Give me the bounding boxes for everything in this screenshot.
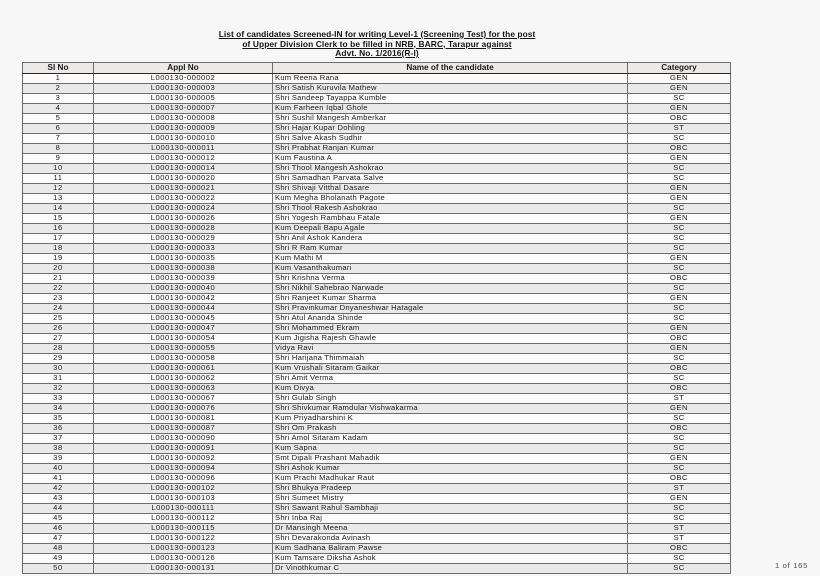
cell-name: Shri R Ram Kumar bbox=[273, 243, 628, 253]
cell-sl-no: 38 bbox=[23, 443, 94, 453]
cell-name: Shri Devarakonda Avinash bbox=[273, 533, 628, 543]
cell-sl-no: 27 bbox=[23, 333, 94, 343]
cell-name: Shri Bhukya Pradeep bbox=[273, 483, 628, 493]
page-indicator: 1 of 165 bbox=[774, 561, 808, 570]
cell-appl-no: L000130-000010 bbox=[94, 133, 273, 143]
cell-appl-no: L000130-000126 bbox=[94, 553, 273, 563]
cell-sl-no: 18 bbox=[23, 243, 94, 253]
cell-category: SC bbox=[628, 313, 731, 323]
cell-name: Shri Prabhat Ranjan Kumar bbox=[273, 143, 628, 153]
cell-name: Kum Vasanthakumari bbox=[273, 263, 628, 273]
table-row bbox=[23, 213, 731, 223]
cell-name: Kum Tamsare Diksha Ashok bbox=[273, 553, 628, 563]
cell-sl-no: 15 bbox=[23, 213, 94, 223]
cell-name: Shri Mohammed Ekram bbox=[273, 323, 628, 333]
cell-name: Shri Pravinkumar Dnyaneshwar Hatagale bbox=[273, 303, 628, 313]
cell-name: Kum Faustina A bbox=[273, 153, 628, 163]
cell-category: GEN bbox=[628, 253, 731, 263]
cell-name: Shri Nikhil Sahebrao Narwade bbox=[273, 283, 628, 293]
cell-category: SC bbox=[628, 463, 731, 473]
cell-sl-no: 30 bbox=[23, 363, 94, 373]
cell-sl-no: 25 bbox=[23, 313, 94, 323]
cell-name: Shri Shivaji Vitthal Dasare bbox=[273, 183, 628, 193]
cell-sl-no: 14 bbox=[23, 203, 94, 213]
table-row bbox=[23, 153, 731, 163]
cell-sl-no: 36 bbox=[23, 423, 94, 433]
cell-name: Kum Divya bbox=[273, 383, 628, 393]
cell-category: GEN bbox=[628, 323, 731, 333]
cell-sl-no: 2 bbox=[23, 83, 94, 93]
table-row bbox=[23, 143, 731, 153]
cell-name: Shri Satish Kuruvila Mathew bbox=[273, 83, 628, 93]
table-row bbox=[23, 333, 731, 343]
column-header-name: Name of the candidate bbox=[273, 62, 628, 73]
cell-sl-no: 31 bbox=[23, 373, 94, 383]
cell-name: Shri Hajar Kupar Dohling bbox=[273, 123, 628, 133]
table-row bbox=[23, 93, 731, 103]
title-line-3: Advt. No. 1/2016(R-I) bbox=[335, 48, 419, 59]
cell-name: Shri Shivkumar Ramdular Vishwakarma bbox=[273, 403, 628, 413]
cell-appl-no: L000130-000005 bbox=[94, 93, 273, 103]
table-row bbox=[23, 443, 731, 453]
cell-sl-no: 9 bbox=[23, 153, 94, 163]
cell-sl-no: 1 bbox=[23, 73, 94, 83]
cell-sl-no: 44 bbox=[23, 503, 94, 513]
cell-appl-no: L000130-000091 bbox=[94, 443, 273, 453]
table-row bbox=[23, 553, 731, 563]
table-row bbox=[23, 263, 731, 273]
cell-sl-no: 4 bbox=[23, 103, 94, 113]
cell-name: Kum Sadhana Baliram Pawse bbox=[273, 543, 628, 553]
table-row bbox=[23, 423, 731, 433]
cell-appl-no: L000130-000096 bbox=[94, 473, 273, 483]
cell-category: ST bbox=[628, 393, 731, 403]
table-row bbox=[23, 343, 731, 353]
column-header-sl-no: SI No bbox=[23, 62, 94, 73]
cell-name: Shri Ranjeet Kumar Sharma bbox=[273, 293, 628, 303]
cell-name: Kum Vrushali Sitaram Gaikar bbox=[273, 363, 628, 373]
cell-category: SC bbox=[628, 443, 731, 453]
cell-category: OBC bbox=[628, 383, 731, 393]
table-row bbox=[23, 493, 731, 503]
cell-appl-no: L000130-000011 bbox=[94, 143, 273, 153]
cell-category: SC bbox=[628, 203, 731, 213]
cell-category: SC bbox=[628, 553, 731, 563]
table-row bbox=[23, 313, 731, 323]
cell-category: GEN bbox=[628, 103, 731, 113]
table-row bbox=[23, 163, 731, 173]
cell-name: Shri Yogesh Rambhau Fatale bbox=[273, 213, 628, 223]
table-row bbox=[23, 283, 731, 293]
table-body bbox=[23, 73, 731, 573]
cell-sl-no: 33 bbox=[23, 393, 94, 403]
title-line-1: List of candidates Screened-IN for writing Level-1 (Screening Test) for the post bbox=[218, 29, 536, 39]
cell-category: OBC bbox=[628, 363, 731, 373]
cell-sl-no: 47 bbox=[23, 533, 94, 543]
cell-name: Kum Megha Bholanath Pagote bbox=[273, 193, 628, 203]
table-row bbox=[23, 533, 731, 543]
cell-appl-no: L000130-000042 bbox=[94, 293, 273, 303]
cell-category: SC bbox=[628, 503, 731, 513]
cell-sl-no: 19 bbox=[23, 253, 94, 263]
cell-name: Kum Mathi M bbox=[273, 253, 628, 263]
table-row bbox=[23, 513, 731, 523]
cell-appl-no: L000130-000067 bbox=[94, 393, 273, 403]
cell-category: ST bbox=[628, 523, 731, 533]
cell-category: GEN bbox=[628, 493, 731, 503]
cell-name: Shri Atul Ananda Shinde bbox=[273, 313, 628, 323]
table-row bbox=[23, 393, 731, 403]
cell-category: OBC bbox=[628, 143, 731, 153]
cell-sl-no: 46 bbox=[23, 523, 94, 533]
cell-appl-no: L000130-000038 bbox=[94, 263, 273, 273]
cell-category: SC bbox=[628, 243, 731, 253]
cell-appl-no: L000130-000003 bbox=[94, 83, 273, 93]
cell-category: GEN bbox=[628, 83, 731, 93]
column-header-category: Category bbox=[628, 62, 731, 73]
cell-category: OBC bbox=[628, 543, 731, 553]
cell-category: ST bbox=[628, 123, 731, 133]
table-row bbox=[23, 73, 731, 83]
cell-sl-no: 24 bbox=[23, 303, 94, 313]
table-row bbox=[23, 83, 731, 93]
table-row bbox=[23, 473, 731, 483]
cell-name: Shri Salve Akash Sudhir bbox=[273, 133, 628, 143]
cell-appl-no: L000130-000021 bbox=[94, 183, 273, 193]
table-row bbox=[23, 123, 731, 133]
cell-appl-no: L000130-000007 bbox=[94, 103, 273, 113]
cell-sl-no: 16 bbox=[23, 223, 94, 233]
cell-name: Shri Inba Raj bbox=[273, 513, 628, 523]
cell-name: Shri Krishna Verma bbox=[273, 273, 628, 283]
cell-name: Shri Sushil Mangesh Amberkar bbox=[273, 113, 628, 123]
table-row bbox=[23, 253, 731, 263]
table-row bbox=[23, 173, 731, 183]
cell-sl-no: 29 bbox=[23, 353, 94, 363]
cell-appl-no: L000130-000115 bbox=[94, 523, 273, 533]
cell-category: OBC bbox=[628, 273, 731, 283]
cell-name: Kum Deepali Bapu Agale bbox=[273, 223, 628, 233]
cell-name: Dr Mansingh Meena bbox=[273, 523, 628, 533]
cell-sl-no: 41 bbox=[23, 473, 94, 483]
cell-name: Shri Amol Sitaram Kadam bbox=[273, 433, 628, 443]
cell-appl-no: L000130-000055 bbox=[94, 343, 273, 353]
table-row bbox=[23, 223, 731, 233]
cell-name: Shri Sawant Rahul Sambhaji bbox=[273, 503, 628, 513]
cell-category: SC bbox=[628, 563, 731, 573]
cell-appl-no: L000130-000040 bbox=[94, 283, 273, 293]
cell-appl-no: L000130-000039 bbox=[94, 273, 273, 283]
cell-appl-no: L000130-000131 bbox=[94, 563, 273, 573]
candidates-table bbox=[22, 62, 731, 574]
table-row bbox=[23, 303, 731, 313]
cell-category: SC bbox=[628, 133, 731, 143]
table-row bbox=[23, 233, 731, 243]
cell-category: GEN bbox=[628, 343, 731, 353]
cell-category: OBC bbox=[628, 333, 731, 343]
cell-name: Shri Samadhan Parvata Salve bbox=[273, 173, 628, 183]
cell-appl-no: L000130-000028 bbox=[94, 223, 273, 233]
cell-category: SC bbox=[628, 413, 731, 423]
cell-category: SC bbox=[628, 353, 731, 363]
cell-name: Shri Anil Ashok Kandera bbox=[273, 233, 628, 243]
table-row bbox=[23, 453, 731, 463]
cell-name: Kum Priyadharshini K bbox=[273, 413, 628, 423]
table-row bbox=[23, 503, 731, 513]
cell-appl-no: L000130-000009 bbox=[94, 123, 273, 133]
cell-sl-no: 43 bbox=[23, 493, 94, 503]
cell-sl-no: 49 bbox=[23, 553, 94, 563]
table-row bbox=[23, 563, 731, 573]
cell-name: Kum Reena Rana bbox=[273, 73, 628, 83]
column-header-appl-no: Appl No bbox=[94, 62, 273, 73]
cell-category: OBC bbox=[628, 113, 731, 123]
cell-category: GEN bbox=[628, 193, 731, 203]
cell-category: SC bbox=[628, 173, 731, 183]
cell-category: SC bbox=[628, 263, 731, 273]
cell-category: GEN bbox=[628, 453, 731, 463]
cell-name: Shri Om Prakash bbox=[273, 423, 628, 433]
cell-appl-no: L000130-000047 bbox=[94, 323, 273, 333]
cell-name: Kum Sapna bbox=[273, 443, 628, 453]
cell-category: GEN bbox=[628, 73, 731, 83]
cell-name: Kum Jigisha Rajesh Ghawle bbox=[273, 333, 628, 343]
cell-category: SC bbox=[628, 93, 731, 103]
cell-category: ST bbox=[628, 533, 731, 543]
table-header bbox=[23, 62, 731, 73]
cell-sl-no: 3 bbox=[23, 93, 94, 103]
table-row bbox=[23, 543, 731, 553]
cell-appl-no: L000130-000026 bbox=[94, 213, 273, 223]
cell-appl-no: L000130-000008 bbox=[94, 113, 273, 123]
cell-sl-no: 48 bbox=[23, 543, 94, 553]
cell-category: SC bbox=[628, 433, 731, 443]
cell-name: Shri Sumeet Mistry bbox=[273, 493, 628, 503]
cell-name: Smt Dipali Prashant Mahadik bbox=[273, 453, 628, 463]
cell-name: Kum Prachi Madhukar Raut bbox=[273, 473, 628, 483]
table-row bbox=[23, 273, 731, 283]
cell-appl-no: L000130-000024 bbox=[94, 203, 273, 213]
cell-sl-no: 39 bbox=[23, 453, 94, 463]
table-row bbox=[23, 193, 731, 203]
cell-sl-no: 32 bbox=[23, 383, 94, 393]
table-row bbox=[23, 463, 731, 473]
table-row bbox=[23, 133, 731, 143]
cell-category: GEN bbox=[628, 403, 731, 413]
cell-category: SC bbox=[628, 513, 731, 523]
table-row bbox=[23, 203, 731, 213]
cell-name: Kum Farheen Iqbal Ghole bbox=[273, 103, 628, 113]
table-row bbox=[23, 523, 731, 533]
table-row bbox=[23, 413, 731, 423]
cell-appl-no: L000130-000029 bbox=[94, 233, 273, 243]
table-row bbox=[23, 353, 731, 363]
cell-category: SC bbox=[628, 373, 731, 383]
cell-sl-no: 28 bbox=[23, 343, 94, 353]
cell-sl-no: 26 bbox=[23, 323, 94, 333]
cell-appl-no: L000130-000045 bbox=[94, 313, 273, 323]
cell-sl-no: 13 bbox=[23, 193, 94, 203]
cell-name: Shri Thool Mangesh Ashokrao bbox=[273, 163, 628, 173]
cell-category: OBC bbox=[628, 423, 731, 433]
cell-category: GEN bbox=[628, 213, 731, 223]
cell-appl-no: L000130-000087 bbox=[94, 423, 273, 433]
cell-name: Shri Amit Verma bbox=[273, 373, 628, 383]
cell-appl-no: L000130-000020 bbox=[94, 173, 273, 183]
cell-appl-no: L000130-000076 bbox=[94, 403, 273, 413]
table-row bbox=[23, 183, 731, 193]
cell-sl-no: 10 bbox=[23, 163, 94, 173]
cell-appl-no: L000130-000122 bbox=[94, 533, 273, 543]
cell-sl-no: 5 bbox=[23, 113, 94, 123]
cell-appl-no: L000130-000081 bbox=[94, 413, 273, 423]
cell-appl-no: L000130-000112 bbox=[94, 513, 273, 523]
cell-category: SC bbox=[628, 233, 731, 243]
cell-sl-no: 17 bbox=[23, 233, 94, 243]
cell-name: Shri Gulab Singh bbox=[273, 393, 628, 403]
cell-name: Shri Thool Rakesh Ashokrao bbox=[273, 203, 628, 213]
cell-appl-no: L000130-000094 bbox=[94, 463, 273, 473]
cell-appl-no: L000130-000022 bbox=[94, 193, 273, 203]
cell-appl-no: L000130-000033 bbox=[94, 243, 273, 253]
cell-appl-no: L000130-000035 bbox=[94, 253, 273, 263]
cell-appl-no: L000130-000103 bbox=[94, 493, 273, 503]
table-row bbox=[23, 323, 731, 333]
cell-appl-no: L000130-000058 bbox=[94, 353, 273, 363]
cell-appl-no: L000130-000063 bbox=[94, 383, 273, 393]
table-row bbox=[23, 433, 731, 443]
cell-appl-no: L000130-000123 bbox=[94, 543, 273, 553]
cell-category: SC bbox=[628, 163, 731, 173]
cell-appl-no: L000130-000062 bbox=[94, 373, 273, 383]
cell-name: Shri Sandeep Tayappa Kumble bbox=[273, 93, 628, 103]
table-row bbox=[23, 363, 731, 373]
cell-category: SC bbox=[628, 303, 731, 313]
cell-appl-no: L000130-000044 bbox=[94, 303, 273, 313]
table-row bbox=[23, 113, 731, 123]
cell-sl-no: 42 bbox=[23, 483, 94, 493]
cell-name: Dr Vinothkumar C bbox=[273, 563, 628, 573]
cell-category: GEN bbox=[628, 183, 731, 193]
cell-name: Shri Ashok Kumar bbox=[273, 463, 628, 473]
cell-category: SC bbox=[628, 223, 731, 233]
table-row bbox=[23, 103, 731, 113]
cell-sl-no: 37 bbox=[23, 433, 94, 443]
cell-appl-no: L000130-000102 bbox=[94, 483, 273, 493]
cell-sl-no: 20 bbox=[23, 263, 94, 273]
cell-category: GEN bbox=[628, 293, 731, 303]
document-title bbox=[22, 30, 732, 59]
cell-category: OBC bbox=[628, 473, 731, 483]
cell-appl-no: L000130-000090 bbox=[94, 433, 273, 443]
cell-appl-no: L000130-000111 bbox=[94, 503, 273, 513]
cell-sl-no: 22 bbox=[23, 283, 94, 293]
cell-sl-no: 40 bbox=[23, 463, 94, 473]
table-row bbox=[23, 293, 731, 303]
table-row bbox=[23, 383, 731, 393]
table-row bbox=[23, 373, 731, 383]
table-row bbox=[23, 483, 731, 493]
cell-sl-no: 21 bbox=[23, 273, 94, 283]
cell-category: ST bbox=[628, 483, 731, 493]
cell-sl-no: 45 bbox=[23, 513, 94, 523]
title-line-2: of Upper Division Clerk to be filled in NRB, BARC, Tarapur against bbox=[242, 38, 512, 49]
cell-name: Shri Harijana Thimmaiah bbox=[273, 353, 628, 363]
table-row bbox=[23, 403, 731, 413]
cell-category: SC bbox=[628, 283, 731, 293]
document-body bbox=[22, 30, 732, 574]
cell-appl-no: L000130-000054 bbox=[94, 333, 273, 343]
cell-sl-no: 50 bbox=[23, 563, 94, 573]
table-header-row bbox=[23, 62, 731, 73]
cell-appl-no: L000130-000092 bbox=[94, 453, 273, 463]
cell-appl-no: L000130-000061 bbox=[94, 363, 273, 373]
cell-sl-no: 12 bbox=[23, 183, 94, 193]
cell-appl-no: L000130-000002 bbox=[94, 73, 273, 83]
cell-sl-no: 6 bbox=[23, 123, 94, 133]
cell-sl-no: 35 bbox=[23, 413, 94, 423]
cell-sl-no: 34 bbox=[23, 403, 94, 413]
cell-sl-no: 7 bbox=[23, 133, 94, 143]
cell-sl-no: 8 bbox=[23, 143, 94, 153]
cell-sl-no: 11 bbox=[23, 173, 94, 183]
cell-name: Vidya Ravi bbox=[273, 343, 628, 353]
cell-appl-no: L000130-000014 bbox=[94, 163, 273, 173]
cell-appl-no: L000130-000012 bbox=[94, 153, 273, 163]
cell-sl-no: 23 bbox=[23, 293, 94, 303]
cell-category: GEN bbox=[628, 153, 731, 163]
table-row bbox=[23, 243, 731, 253]
